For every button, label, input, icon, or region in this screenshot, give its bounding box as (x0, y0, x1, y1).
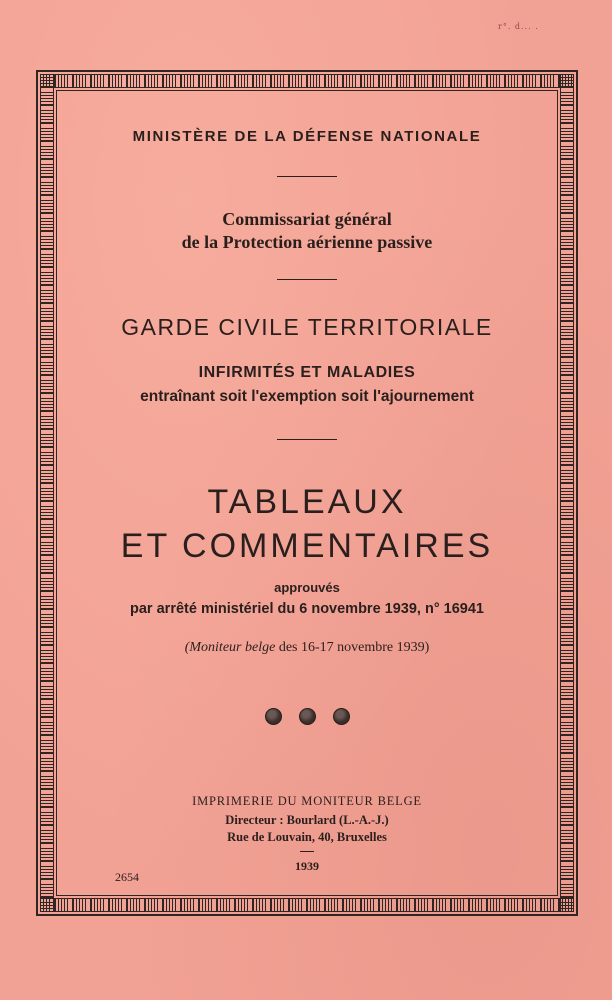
ornament-dots (60, 708, 554, 725)
approuves-text: approuvés (274, 580, 340, 595)
arrete-text: par arrêté ministériel du 6 novembre 1939, n° 16941 (130, 601, 484, 617)
printer-address: Rue de Louvain, 40, Bruxelles (227, 830, 387, 844)
title-line-2: ET COMMENTAIRES (120, 527, 494, 565)
divider-rule (277, 439, 337, 440)
footer-divider (300, 851, 314, 852)
printer-name: IMPRIMERIE DU MONITEUR BELGE (192, 794, 422, 808)
moniteur-reference (60, 640, 554, 656)
ministry-heading: MINISTÈRE DE LA DÉFENSE NATIONALE (132, 128, 482, 145)
printer-director: Directeur : Bourlard (L.-A.-J.) (225, 813, 389, 827)
infirmites-subheading: INFIRMITÉS ET MALADIES (198, 364, 416, 381)
cover-content (60, 94, 554, 892)
publication-year: 1939 (295, 859, 319, 873)
ornament-dot-icon (265, 708, 282, 725)
commissariat-line-2: de la Protection aérienne passive (181, 232, 433, 252)
title-line-1: TABLEAUX (207, 483, 407, 521)
moniteur-italic: (Moniteur belge (184, 640, 276, 655)
frame-band-bottom (40, 898, 574, 912)
entrainant-subheading: entraînant soit l'exemption soit l'ajournement (140, 388, 474, 405)
frame-band-right (560, 74, 574, 912)
divider-rule (277, 279, 337, 280)
moniteur-dates: des 16-17 novembre 1939) (275, 640, 430, 655)
ornament-dot-icon (333, 708, 350, 725)
garde-civile-heading: GARDE CIVILE TERRITORIALE (121, 314, 493, 340)
handwritten-corner-note: r°. d... . (498, 22, 539, 31)
frame-band-left (40, 74, 54, 912)
commissariat-line-1: Commissariat général (222, 209, 392, 229)
ornament-dot-icon (299, 708, 316, 725)
frame-band-top (40, 74, 574, 88)
divider-rule (277, 176, 337, 177)
commissariat-heading (60, 208, 554, 254)
catalog-number: 2654 (115, 870, 139, 884)
